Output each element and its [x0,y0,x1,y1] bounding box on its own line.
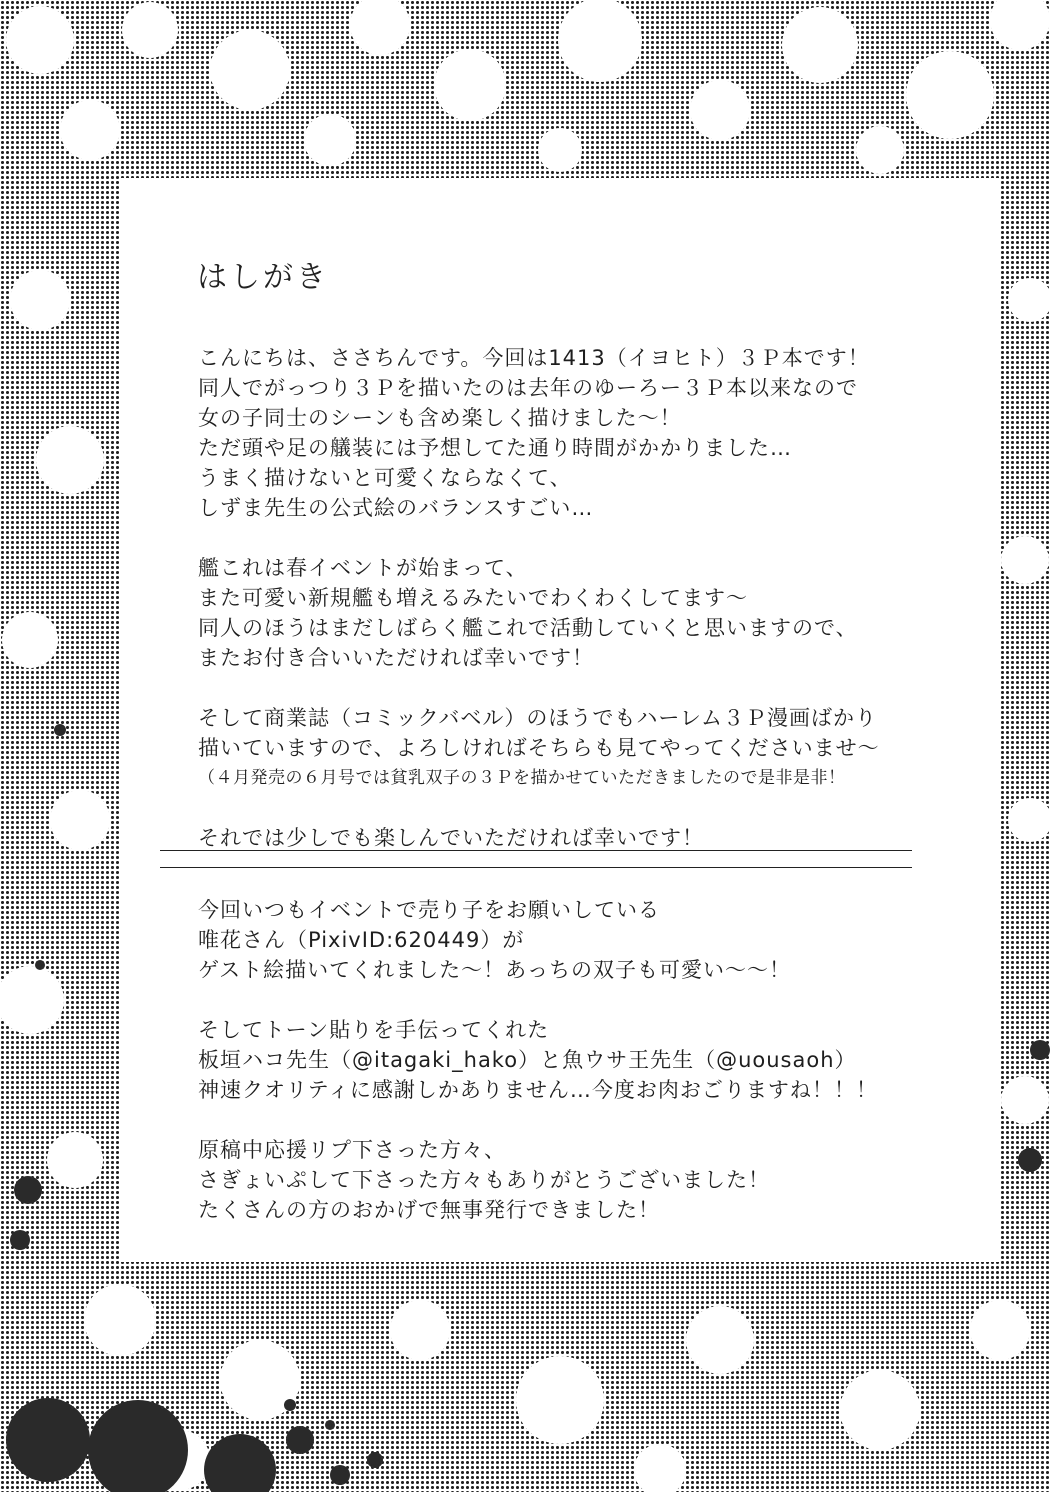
text-line: また可愛い新規艦も増えるみたいでわくわくしてます～ [198,586,748,610]
text-line: こんにちは、ささちんです。今回は1413（イヨヒト）３Ｐ本です！ [198,346,870,370]
paragraph-gap [198,985,958,1015]
thanks-text [198,895,958,1225]
text-line: たくさんの方のおかげで無事発行できました！ [198,1198,660,1222]
text-line: 同人のほうはまだしばらく艦これで活動していくと思いますので、 [198,616,858,640]
text-line: それでは少しでも楽しんでいただければ幸いです！ [198,826,704,850]
text-line: しずま先生の公式絵のバランスすごい… [198,496,594,520]
page-title: はしがき [197,260,329,295]
text-line: 描いていますので、よろしければそちらも見てやってくださいませ～ [198,736,880,760]
text-line: 唯花さん（PixivID:620449）が [198,928,525,952]
intro-text [198,343,958,853]
paragraph-gap [198,673,958,703]
text-line: 神速クオリティに感謝しかありません…今度お肉おごりますね！！！ [198,1078,878,1102]
text-line: 女の子同士のシーンも含め楽しく描けました～！ [198,406,682,430]
divider-top [160,850,912,851]
divider-bottom [160,867,912,868]
text-line: またお付き合いいただければ幸いです！ [198,646,594,670]
text-line: ゲスト絵描いてくれました～！あっちの双子も可愛い～～！ [198,958,791,982]
text-line: そしてトーン貼りを手伝ってくれた [198,1018,550,1042]
text-line: ただ頭や足の艤装には予想してた通り時間がかかりました… [198,436,792,460]
text-line: 板垣ハコ先生（@itagaki_hako）と魚ウサ王先生（@uousaoh） [198,1048,857,1072]
text-line: そして商業誌（コミックバベル）のほうでもハーレム３Ｐ漫画ばかり [198,706,878,730]
text-line: さぎょいぷして下さった方々もありがとうございました！ [198,1168,770,1192]
text-line: 今回いつもイベントで売り子をお願いしている [198,898,660,922]
text-line: 艦これは春イベントが始まって、 [198,556,528,580]
text-line: うまく描けないと可愛くならなくて、 [198,466,572,490]
text-line: 原稿中応援リプ下さった方々、 [198,1138,506,1162]
paragraph-gap [198,793,958,823]
text-line: 同人でがっつり３Ｐを描いたのは去年のゆーろー３Ｐ本以来なので [198,376,858,400]
paragraph-gap [198,523,958,553]
text-line: （４月発売の６月号では貧乳双子の３Ｐを描かせていただきましたので是非是非！ [198,768,846,788]
paragraph-gap [198,1105,958,1135]
